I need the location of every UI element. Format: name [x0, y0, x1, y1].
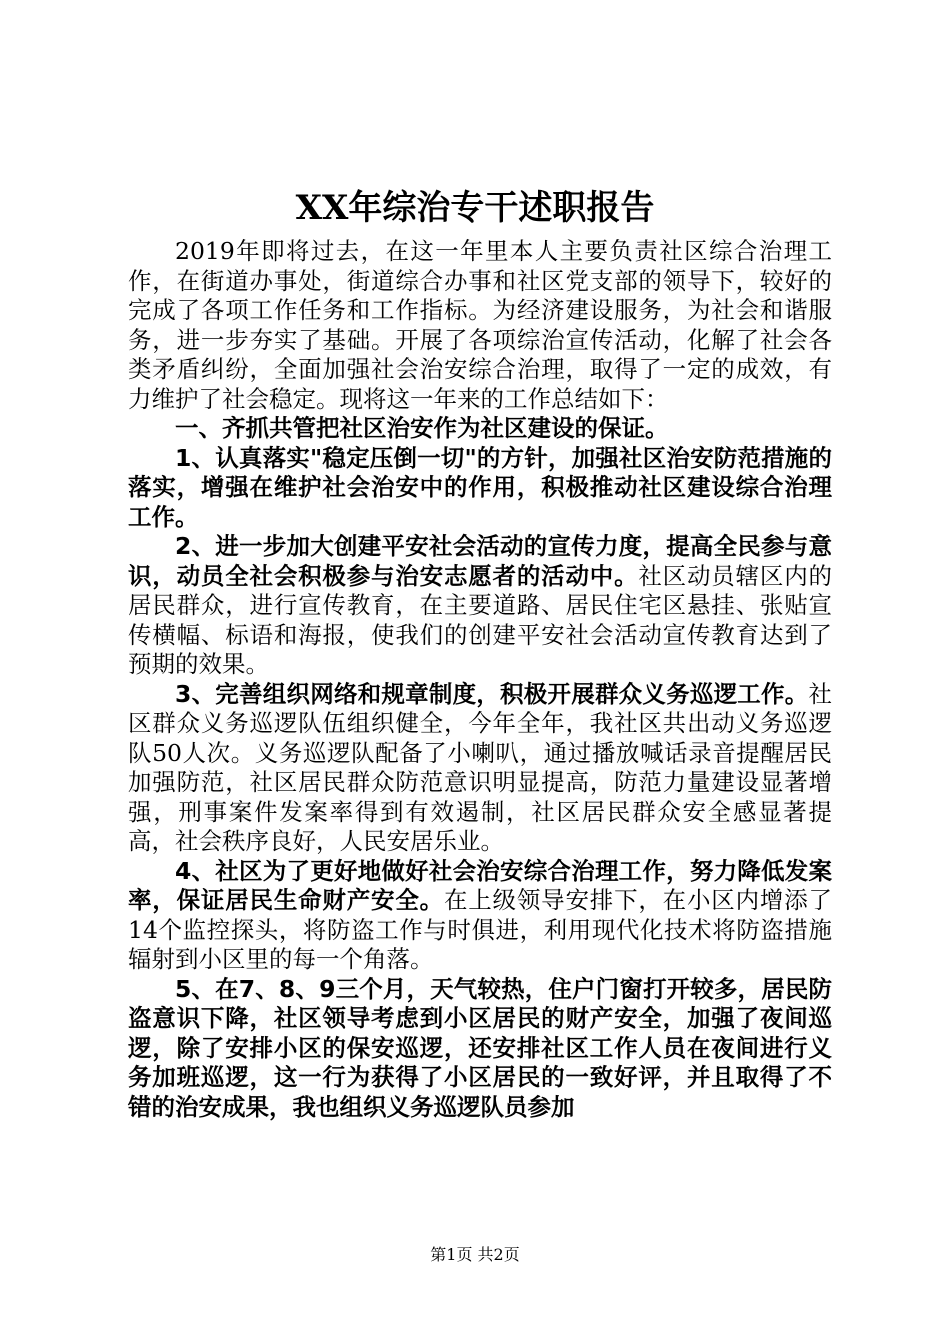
item-1-paragraph: 1、认真落实"稳定压倒一切"的方针，加强社区治安防范措施的落实，增强在维护社会治安中的作用，积极推动社区建设综合治理工作。	[128, 443, 832, 531]
item-2-paragraph	[128, 532, 832, 680]
item-3-body: 社区群众义务巡逻队伍组织健全，今年全年，我社区共出动义务巡逻队50人次。义务巡逻队配备了小喇叭，通过播放喊话录音提醒居民加强防范，社区居民群众防范意识明显提高，防范力量建设显著增强，刑事案件发案率得到有效遏制，社区居民群众安全感显著提高，社会秩序良好，人民安居乐业。	[128, 679, 832, 855]
item-3-paragraph	[128, 680, 832, 857]
item-3-lead: 3、完善组织网络和规章制度，积极开展群众义务巡逻工作。	[175, 679, 809, 708]
page-number-footer: 第1页 共2页	[430, 1245, 520, 1264]
item-2-lead: 2、进一步加大创建平安社会活动的宣传力度，提高全民参与意识，动员全社会积极参与治安志愿者的活动中。	[128, 532, 832, 590]
intro-paragraph: 2019年即将过去，在这一年里本人主要负责社区综合治理工作，在街道办事处，街道综合办事和社区党支部的领导下，较好的完成了各项工作任务和工作指标。为经济建设服务，为社会和谐服务，进一步夯实了基础。开展了各项综治宣传活动，化解了社会各类矛盾纠纷，全面加强社会治安综合治理，取得了一定的成效，有力维护了社会稳定。现将这一年来的工作总结如下：	[128, 237, 832, 413]
document-body	[128, 237, 832, 1122]
document-title: XX年综治专干述职报告	[295, 188, 655, 228]
item-5-paragraph: 5、在7、8、9三个月，天气较热，住户门窗打开较多，居民防盗意识下降，社区领导考虑到小区居民的财产安全，加强了夜间巡逻，除了安排小区的保安巡逻，还安排社区工作人员在夜间进行义务加班巡逻，这一行为获得了小区居民的一致好评，并且取得了不错的治安成果，我也组织义务巡逻队员参加	[128, 974, 832, 1121]
section-heading-1: 一、齐抓共管把社区治安作为社区建设的保证。	[175, 414, 669, 442]
item-4-body: 在上级领导安排下，在小区内增添了14个监控探头，将防盗工作与时俱进，利用现代化技术将防盗措施辐射到小区里的每一个角落。	[128, 886, 833, 973]
item-4-lead: 4、社区为了更好地做好社会治安综合治理工作，努力降低发案率，保证居民生命财产安全。	[128, 856, 832, 914]
item-4-paragraph	[128, 857, 832, 975]
item-2-body: 社区动员辖区内的居民群众，进行宣传教育，在主要道路、居民住宅区悬挂、张贴宣传横幅、标语和海报，使我们的创建平安社会活动宣传教育达到了预期的效果。	[128, 561, 833, 678]
